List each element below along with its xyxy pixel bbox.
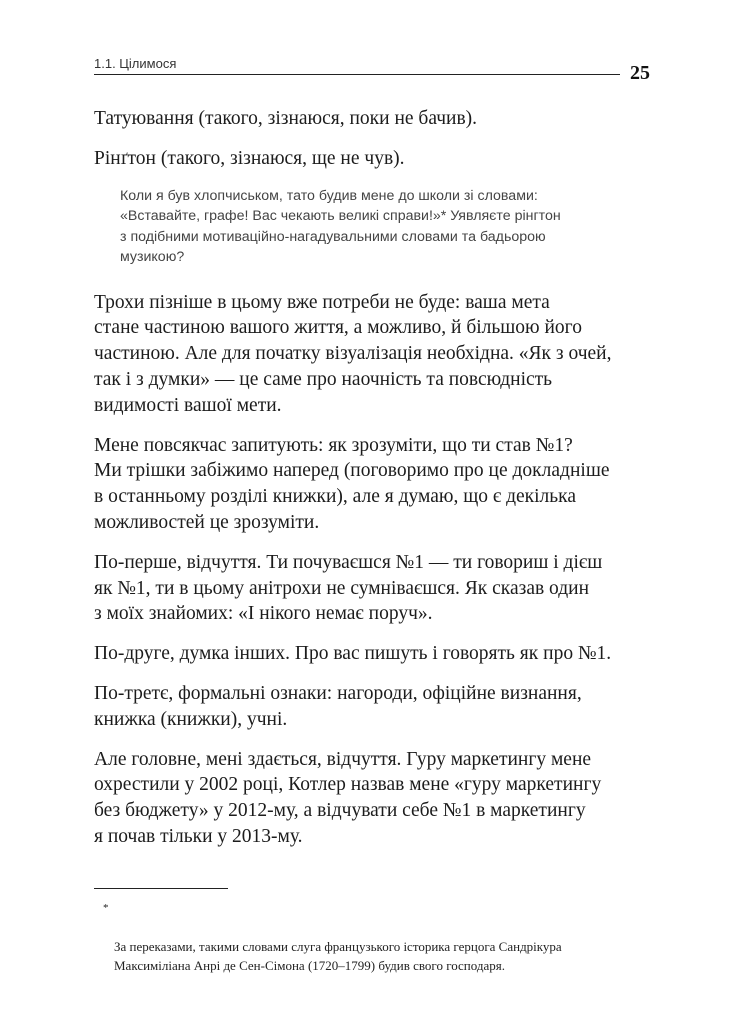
footnote-area [94, 888, 654, 975]
paragraph-tattoo: Татуювання (такого, зізнаюся, поки не бачив). [94, 108, 478, 129]
header-rule [94, 74, 620, 75]
footnote-text: За переказами, такими словами слуга французького історика герцога Сандрікура Максиміліана Анрі де Сен-Сімона (1720–1799) будив свого господаря. [114, 939, 562, 973]
paragraph-second: По-друге, думка інших. Про вас пишуть і говорять як про №1. [94, 643, 612, 665]
footnote-mark: * [103, 902, 109, 914]
paragraph-third: По-третє, формальні ознаки: нагороди, офіційне визнання, книжка (книжки), учні. [94, 682, 582, 730]
running-header [94, 56, 650, 82]
paragraph-later: Трохи пізніше в цьому вже потреби не буде: ваша мета стане частиною вашого життя, а можливо, й більшою його частиною. Але для початку візуалізація необхідна. «Як з очей, так і з думки» — це саме про наочність та повсюдність видимості вашої мети. [94, 291, 612, 416]
inset-quote: Коли я був хлопчиськом, тато будив мене до школи зі словами: «Вставайте, графе! Вас чекають великі справи!»* Уявляєте рінгтон з подібними мотиваційно-нагадувальними словами та бадьорою музикою? [120, 187, 561, 266]
page-number: 25 [630, 62, 650, 84]
paragraph-first: По-перше, відчуття. Ти почуваєшся №1 — ти говориш і дієш як №1, ти в цьому анітрохи не сумніваєшся. Як сказав один з моїх знайомих: «І нікого немає поруч». [94, 551, 603, 625]
footnote [103, 901, 654, 975]
footnote-rule [94, 888, 228, 889]
paragraph-ringtone: Рінґтон (такого, зізнаюся, ще не чув). [94, 147, 405, 169]
paragraph-main: Але головне, мені здається, відчуття. Гуру маркетингу мене охрестили у 2002 році, Котлер назвав мене «гуру маркетингу без бюджету» у 2012-му, а відчувати себе №1 в маркетингу я почав тільки у 2013-му. [94, 748, 602, 847]
paragraph-question: Мене повсякчас запитують: як зрозуміти, що ти став №1? Ми трішки забіжимо наперед (поговоримо про це докладніше в останньому розділі книжки), але я думаю, що є декілька можливостей це зрозуміти. [94, 434, 610, 533]
section-title: 1.1. Цілимося [94, 56, 177, 71]
body-text [94, 106, 654, 864]
